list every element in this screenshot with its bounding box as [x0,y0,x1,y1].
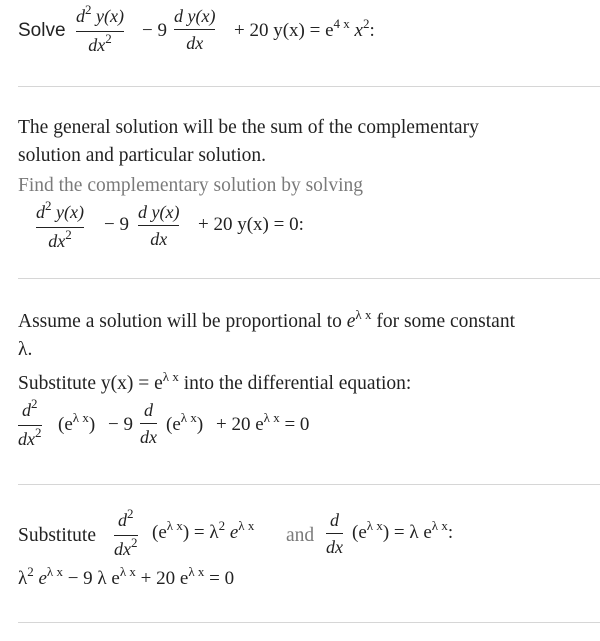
char-eq2: $(e^{\lambda x}) = \lambda$ $e^{\lambda x}$: [352,518,454,543]
substitute-line: Substitute $y(x) = e^{\lambda x}$ into the differential equation: [18,369,412,394]
subst-first-derivative: d dx [140,400,157,447]
equation-rhs: + 20 $y(x) = e^{4 x}$ $x^2$: [234,16,375,41]
characteristic-final-eq: $\lambda^2$ $e^{\lambda x} - 9$ λ $e^{\lambda x} + 20$ $e^{\lambda x} = 0$ [18,564,235,589]
general-solution-line1: The general solution will be the sum of the complementary [18,117,479,138]
homogeneous-second-derivative: $d^2$ y(x) $dx^2$ [36,198,84,251]
find-complementary-text: Find the complementary solution by solving [18,175,364,196]
divider [18,484,600,485]
subst-minus-nine: − 9 [108,414,133,435]
divider [18,86,600,87]
assume-line: Assume a solution will be proportional to $e^{\lambda x}$ for some constant [18,307,515,332]
char-eq1: $(e^{\lambda x}) = \lambda^2$ $e^{\lambda x}$ [152,518,255,543]
substitute-label: Substitute [18,525,97,546]
lambda-line: λ. [18,339,33,360]
char-first-derivative: d dx [326,510,343,557]
divider [18,622,600,623]
homogeneous-minus-nine: − 9 [104,214,129,235]
divider [18,278,600,279]
subst-term1: $(e^{\lambda x})$ [58,410,96,435]
subst-second-derivative: $d^2$ $dx^2$ [18,396,42,449]
solve-label: Solve [18,20,66,41]
second-derivative-fraction: $d^2$ y(x) $dx^2$ [76,2,124,55]
and-text: and [286,525,315,546]
general-solution-line2: solution and particular solution. [18,145,267,166]
homogeneous-first-derivative: d y(x) dx [138,202,180,249]
first-derivative-fraction: d y(x) dx [174,6,216,53]
subst-tail: + 20 $e^{\lambda x} = 0$ [216,410,310,435]
homogeneous-rest: + 20 y(x) = 0: [198,214,304,235]
char-second-derivative: $d^2$ $dx^2$ [114,506,138,559]
minus-nine: − 9 [142,20,167,41]
subst-term2: $(e^{\lambda x})$ [166,410,204,435]
